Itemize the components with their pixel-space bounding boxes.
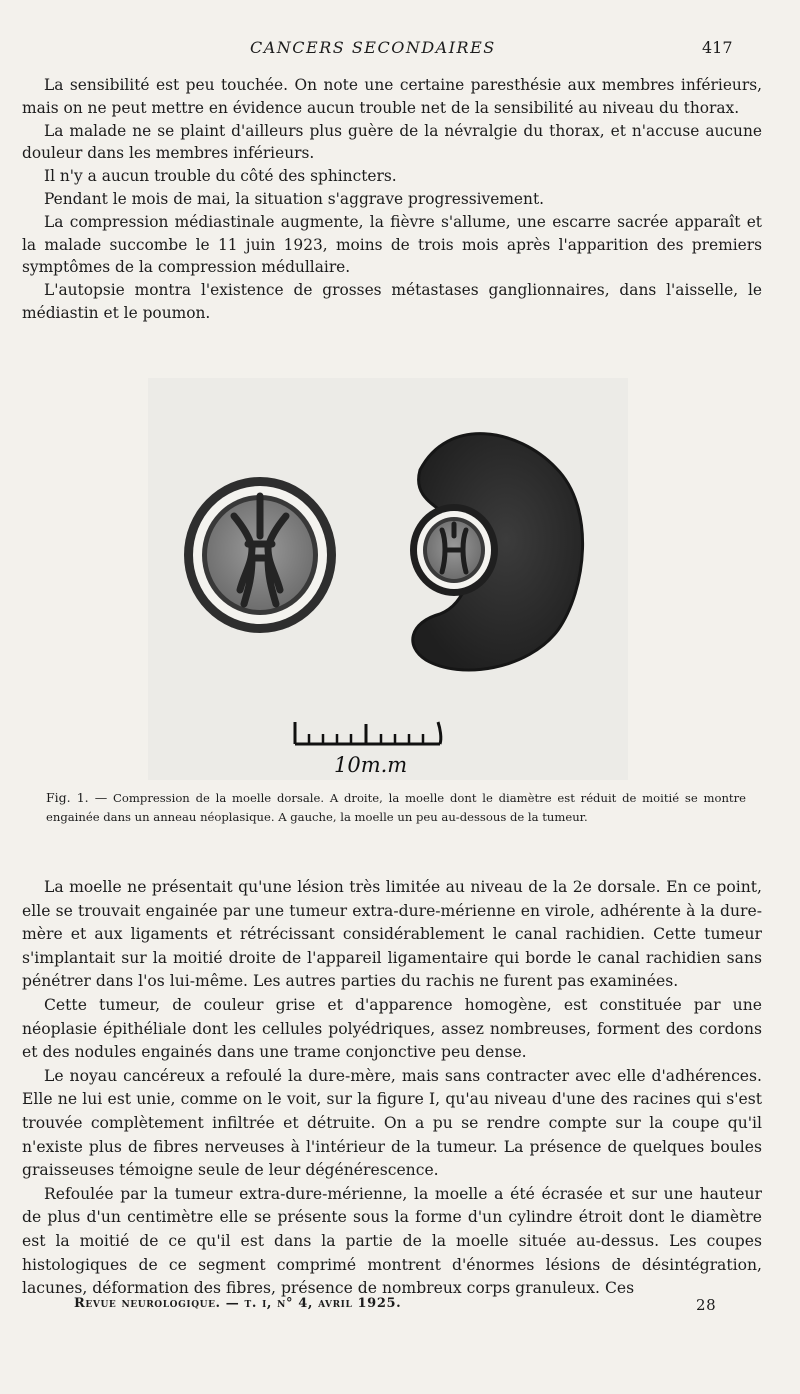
sheet-number: 28 xyxy=(696,1296,717,1314)
figure-1 xyxy=(148,378,628,780)
page-number: 417 xyxy=(702,38,733,57)
paragraph: La sensibilité est peu touchée. On note une certaine paresthésie aux membres inférieurs, mais on ne peut mettre en évidence aucun trouble net de la sensibilité au niveau du thorax. xyxy=(22,76,762,117)
body-text-bottom xyxy=(22,876,762,1301)
spinal-cord-illustration xyxy=(148,378,628,780)
paragraph: Il n'y a aucun trouble du côté des sphincters. xyxy=(44,167,397,186)
paragraph: Refoulée par la tumeur extra-dure-mérienne, la moelle a été écrasée et sur une hauteur de plus d'un centimètre elle se présente sous la forme d'un cylindre étroit dont le diamètre est la moitié de ce qu'il est dans la partie de la moelle située au-dessus. Les coupes histologiques de ce segment comprimé montrent d'énormes lésions de désintégration, lacunes, déformation des fibres, présence de nombreux corps granuleux. Ces xyxy=(22,1184,762,1298)
figure-caption xyxy=(46,788,746,827)
running-head xyxy=(0,38,800,60)
journal-citation: Revue neurologique. — t. i, n° 4, avril 1925. xyxy=(74,1296,402,1311)
paragraph: La moelle ne présentait qu'une lésion très limitée au niveau de la 2e dorsale. En ce point, elle se trouvait engainée par une tumeur extra-dure-mérienne en virole, adhérente à la dure-mère et aux ligaments et rétrécissant considérablement le canal rachidien. Cette tumeur s'implantait sur la moitié droite de l'appareil ligamentaire qui borde le canal rachidien sans pénétrer dans l'os lui-même. Les autres parties du rachis ne furent pas examinées. xyxy=(22,878,762,991)
paragraph: L'autopsie montra l'existence de grosses métastases ganglionnaires, dans l'aisselle, le médiastin et le poumon. xyxy=(22,281,762,322)
paragraph: Pendant le mois de mai, la situation s'aggrave progressivement. xyxy=(44,189,545,208)
cord-section-right xyxy=(410,434,583,670)
paragraph: Le noyau cancéreux a refoulé la dure-mère, mais sans contracter avec elle d'adhérences. Elle ne lui est unie, comme on le voit, sur la figure I, qu'au niveau d'une des racines qui s'est trouvée complètement infiltrée et détruite. On a pu se rendre compte sur la coupe qu'il n'existe plus de fibres nerveuses à l'intérieur de la tumeur. La présence de quelques boules graisseuses témoigne seule de leur dégénérescence. xyxy=(22,1066,762,1180)
caption-text: Compression de la moelle dorsale. A droite, la moelle dont le diamètre est réduit de moitié se montre engainée dans un anneau néoplasique. A gauche, la moelle un peu au-dessous de la tumeur. xyxy=(46,791,746,824)
paragraph: La malade ne se plaint d'ailleurs plus guère de la névralgie du thorax, et n'accuse aucune douleur dans les membres inférieurs. xyxy=(22,121,762,163)
paragraph: La compression médiastinale augmente, la fièvre s'allume, une escarre sacrée apparaît et la malade succombe le 11 juin 1923, moins de trois mois après l'apparition des premiers symptômes de la compression médullaire. xyxy=(22,212,762,277)
scale-label: 10m.m xyxy=(334,753,408,777)
caption-label: Fig. 1. — xyxy=(46,790,108,805)
page-footer xyxy=(0,1296,800,1318)
paragraph: Cette tumeur, de couleur grise et d'apparence homogène, est constituée par une néoplasie épithéliale dont les cellules polyédriques, assez nombreuses, forment des cordons et des nodules engainés dans une trame conjonctive peu dense. xyxy=(22,995,762,1062)
body-text-top xyxy=(22,74,762,325)
cord-section-left xyxy=(184,477,336,633)
running-title: CANCERS SECONDAIRES xyxy=(250,38,496,57)
scale-bar xyxy=(295,722,441,777)
